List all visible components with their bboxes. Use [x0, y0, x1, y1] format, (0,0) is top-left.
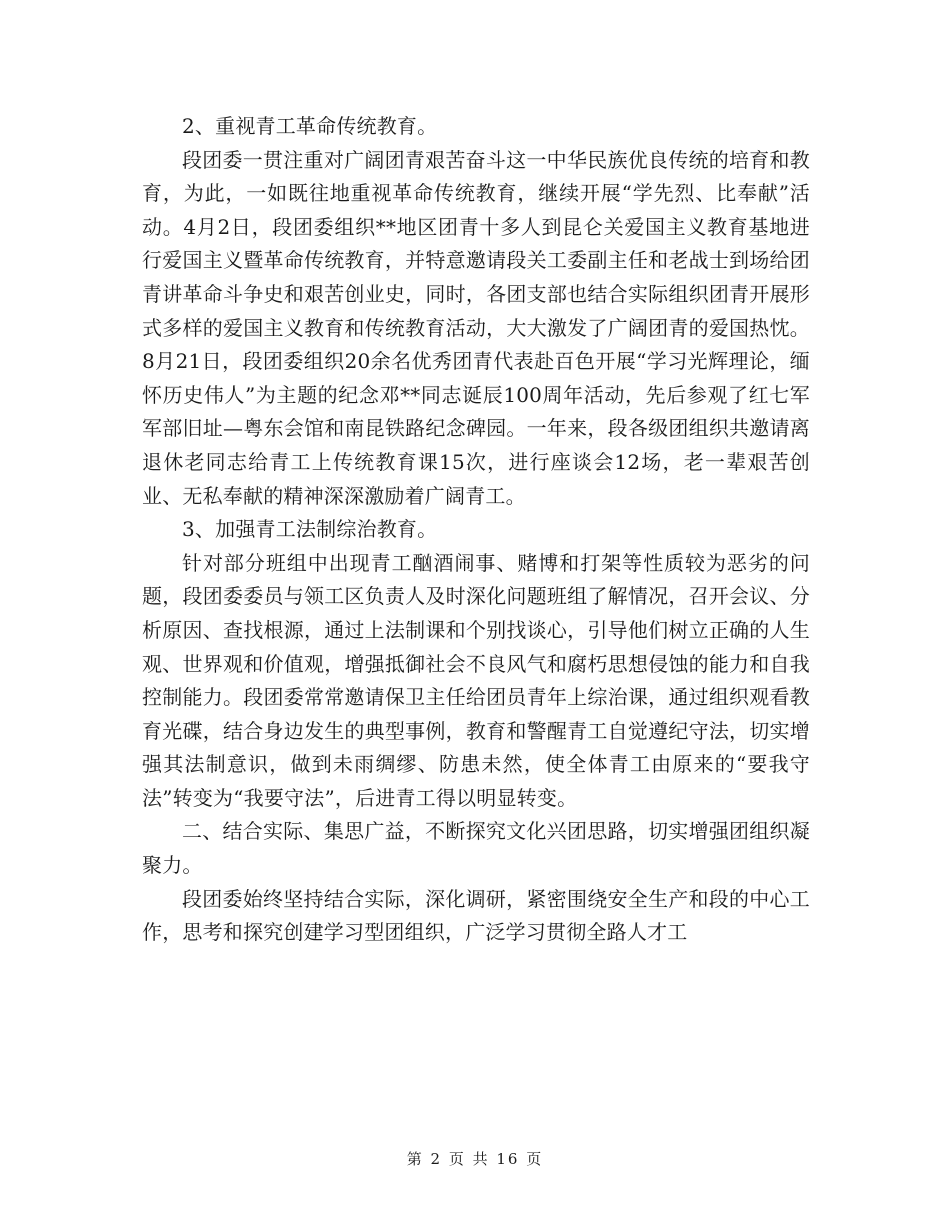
section-heading-2: 2、重视青工革命传统教育。 — [182, 114, 438, 138]
section-heading-ii: 二、结合实际、集思广益，不断探究文化兴团思路，切实增强团组织凝聚力。 — [142, 819, 810, 878]
page-footer: 第 2 页 共 16 页 — [406, 1150, 544, 1168]
document-body — [142, 110, 810, 950]
body-paragraph: 段团委一贯注重对广阔团青艰苦奋斗这一中华民族优良传统的培育和教育，为此，一如既往地重视革命传统教育，继续开展“学先烈、比奉献”活动。4月2日，段团委组织**地区团青十多人到昆仑关爱国主义教育基地进行爱国主义暨革命传统教育，并特意邀请段关工委副主任和老战士到场给团青讲革命斗争史和艰苦创业史，同时，各团支部也结合实际组织团青开展形式多样的爱国主义教育和传统教育活动，大大激发了广阔团青的爱国热忱。8月21日，段团委组织20余名优秀团青代表赴百色开展“学习光辉理论，缅怀历史伟人”为主题的纪念邓**同志诞辰100周年活动，先后参观了红七军军部旧址—粤东会馆和南昆铁路纪念碑园。一年来，段各级团组织共邀请离退休老同志给青工上传统教育课15次，进行座谈会12场，老一辈艰苦创业、无私奉献的精神深深激励着广阔青工。 — [142, 147, 810, 508]
body-paragraph: 针对部分班组中出现青工酗酒闹事、赌博和打架等性质较为恶劣的问题，段团委委员与领工区负责人及时深化问题班组了解情况，召开会议、分析原因、查找根源，通过上法制课和个别找谈心，引导他们树立正确的人生观、世界观和价值观，增强抵御社会不良风气和腐朽思想侵蚀的能力和自我控制能力。段团委常常邀请保卫主任给团员青年上综治课，通过组织观看教育光碟，结合身边发生的典型事例，教育和警醒青工自觉遵纪守法，切实增强其法制意识，做到未雨绸缪、防患未然，使全体青工由原来的“要我守法”转变为“我要守法”，后进青工得以明显转变。 — [142, 550, 810, 810]
section-heading-3: 3、加强青工法制综治教育。 — [182, 517, 438, 542]
body-paragraph: 段团委始终坚持结合实际，深化调研，紧密围绕安全生产和段的中心工作，思考和探究创建学习型团组织，广泛学习贯彻全路人才工 — [142, 886, 810, 945]
